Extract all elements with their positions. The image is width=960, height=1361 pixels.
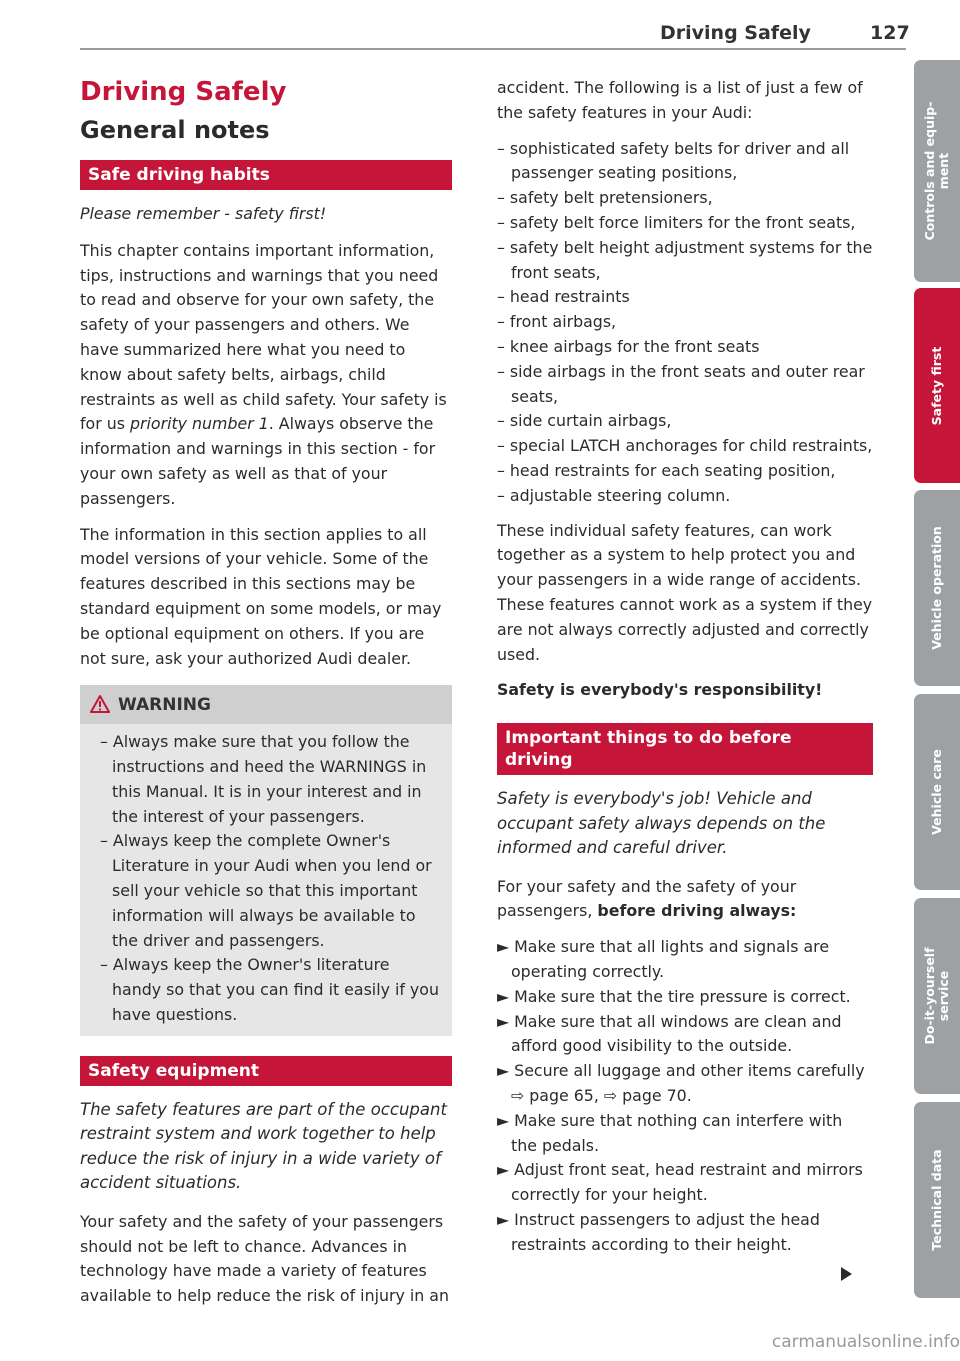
checklist-item: ► Secure all luggage and other items carefully ⇨ page 65, ⇨ page 70. [497,1061,865,1105]
paragraph: Your safety and the safety of your passengers should not be left to chance. Advances in technology have made a variety of features available to help reduce the risk of injury in an [80,1211,449,1306]
running-head-section: Driving Safely [660,22,811,44]
section-intro: The safety features are part of the occupant restraint system and work together to help reduce the risk of injury in a wide variety of accident situations. [80,1099,447,1193]
paragraph [497,875,873,925]
list-item: – front airbags, [497,312,617,332]
bold-statement: Safety is everybody's responsibility! [497,680,823,700]
warning-item: – Always keep the complete Owner's Literature in your Audi when you lend or sell your vehicle so that this important information will always be available to the driver and passengers. [100,831,432,950]
warning-header [80,685,452,724]
checklist-item: ► Make sure that all windows are clean and afford good visibility to the outside. [497,1011,842,1056]
tab-controls-and-equipment[interactable] [914,60,960,282]
list-item: – safety belt height adjustment systems for the front seats, [497,237,873,282]
list-item: – special LATCH anchorages for child restraints, [497,436,873,456]
tab-label: Vehicle care [929,749,944,835]
tab-label: Do-it-yourself service [922,947,951,1045]
tab-safety-first[interactable] [914,288,960,483]
list-item: – head restraints for each seating position, [497,460,836,480]
tab-do-it-yourself-service[interactable] [914,898,960,1094]
paragraph [80,239,452,512]
paragraph-text: . Always observe the information and warnings in this section - for your own safety as well as that of your passengers. [80,414,436,508]
continue-arrow-icon [840,1266,854,1282]
tab-label: Controls and equip- ment [922,101,951,241]
header-rule [80,48,906,50]
warning-item: – Always keep the Owner's literature handy so that you can find it easily if you have questions. [100,955,439,1024]
emphasis: priority number 1 [130,414,269,434]
section-intro: Please remember - safety first! [80,204,327,223]
section-bar-safe-driving-habits: Safe driving habits [80,160,452,190]
checklist-item: ► Adjust front seat, head restraint and mirrors correctly for your height. [497,1160,863,1205]
tab-label: Technical data [929,1149,944,1251]
chapter-title: Driving Safely [80,77,287,107]
page-number: 127 [870,22,910,44]
tab-label: Vehicle operation [929,526,944,650]
paragraph: These individual safety features, can work together as a system to help protect you and your passengers in a wide range of accidents. These features cannot work as a system if they are not always correctly adjusted and correctly used. [497,520,873,664]
paragraph: The information in this section applies to all model versions of your vehicle. Some of the features described in this sections may be standard equipment on some models, or may be optional equipment on others. If you are not sure, ask your authorized Audi dealer. [80,524,442,668]
paragraph-text: For your safety and the safety of your passengers, [497,876,797,921]
paragraph-text: This chapter contains important information, tips, instructions and warnings that you need to read and observe for your own safety, the safety of your passengers and others. We have summarized here what you need to know about safety belts, airbags, child restraints as well as child safety. Your safety is for us [80,240,447,434]
warning-box [80,685,452,1035]
list-item: – head restraints [497,287,630,307]
list-item: – knee airbags for the front seats [497,336,760,356]
checklist-item: ► Make sure that nothing can interfere with the pedals. [497,1110,843,1155]
checklist-item: ► Make sure that all lights and signals are operating correctly. [497,937,830,982]
checklist-item: ► Instruct passengers to adjust the head restraints according to their height. [497,1209,820,1254]
before-driving-checklist [497,935,873,1257]
running-head [660,22,940,44]
list-item: – side airbags in the front seats and outer rear seats, [497,361,865,406]
section-intro: Safety is everybody's job! Vehicle and occupant safety always depends on the informed and careful driver. [497,789,826,858]
footer-watermark: carmanualsonline.info [771,1332,960,1352]
chapter-subtitle: General notes [80,116,270,144]
left-column [80,72,452,1320]
tab-label: Safety first [929,346,944,425]
section-bar-before-driving: Important things to do before driving [497,723,873,775]
list-item: – safety belt pretensioners, [497,188,713,208]
warning-item: – Always make sure that you follow the instructions and heed the WARNINGS in this Manual. It is in your interest and in the interest of your passengers. [100,732,427,826]
tab-vehicle-operation[interactable] [914,490,960,686]
emphasis-bold: before driving always: [597,901,797,921]
checklist-item: ► Make sure that the tire pressure is correct. [497,986,851,1006]
section-bar-safety-equipment: Safety equipment [80,1056,452,1086]
safety-features-list [497,137,873,509]
warning-title: WARNING [118,695,211,716]
list-item: – adjustable steering column. [497,485,731,505]
warning-triangle-icon [90,695,110,713]
list-item: – sophisticated safety belts for driver and all passenger seating positions, [497,138,850,183]
warning-list [80,730,452,1028]
list-item: – side curtain airbags, [497,411,672,431]
right-column [497,76,873,1258]
tab-technical-data[interactable] [914,1102,960,1298]
tab-vehicle-care[interactable] [914,694,960,890]
list-item: – safety belt force limiters for the front seats, [497,212,856,232]
paragraph: accident. The following is a list of just a few of the safety features in your Audi: [497,78,863,122]
